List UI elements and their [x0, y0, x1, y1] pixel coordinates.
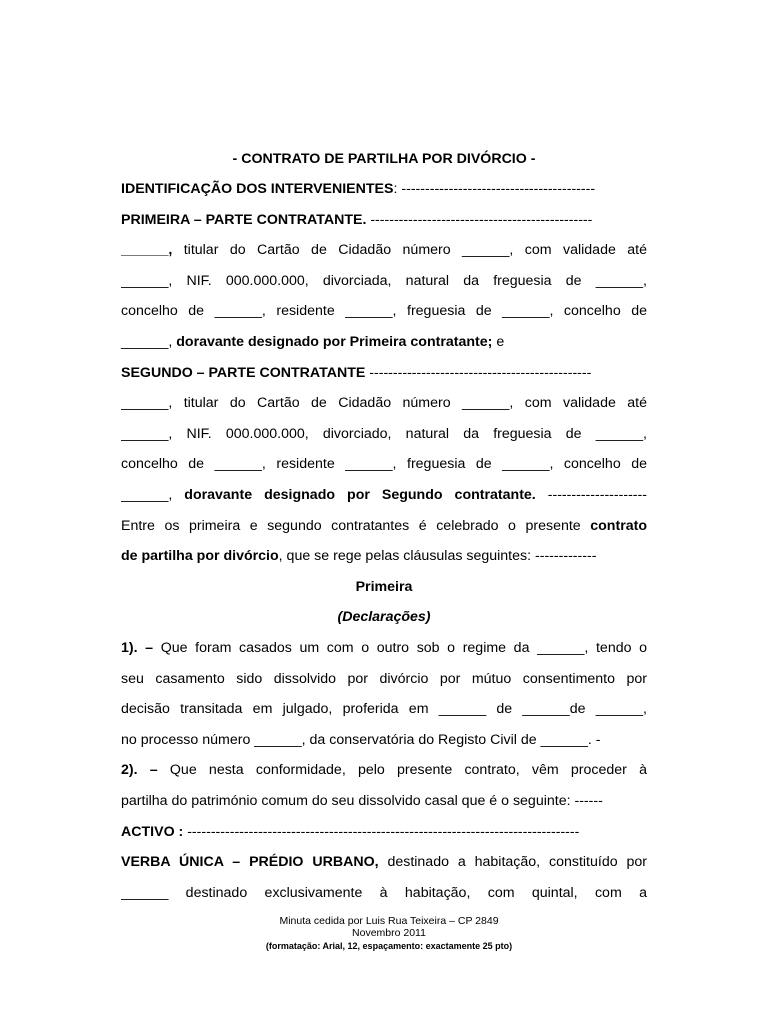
line-text: , que se rege pelas cláusulas seguintes: ------------- — [278, 548, 597, 565]
footer-date: Novembro 2011 — [352, 927, 426, 939]
line-text: --------------------- — [535, 487, 647, 503]
line-text: 1). – — [121, 640, 154, 656]
line-text: IDENTIFICAÇÃO DOS INTERVENIENTES — [121, 181, 394, 197]
document-line — [121, 823, 647, 841]
document-line — [121, 700, 647, 718]
line-text: decisão transitada em julgado, proferida em ______ de ______de ______, — [121, 701, 647, 718]
document-line — [121, 211, 647, 229]
document-line — [121, 394, 647, 412]
line-text: titular do Cartão de Cidadão número ______, com validade até — [172, 242, 647, 259]
line-text: PRIMEIRA – PARTE CONTRATANTE. — [121, 211, 367, 228]
line-text: ----------------------------------------------- — [365, 364, 592, 381]
line-text: VERBA ÚNICA – PRÉDIO URBANO, — [121, 854, 379, 871]
line-text: Que nesta conformidade, pelo presente contrato, vêm proceder à — [157, 762, 647, 779]
document-line — [121, 455, 647, 473]
line-text: : ----------------------------------------- — [393, 181, 596, 197]
document-line — [121, 792, 647, 810]
line-text: no processo número ______, da conservatória do Registo Civil de ______. - — [121, 731, 601, 748]
line-text: ______, NIF. 000.000.000, divorciada, natural da freguesia de ______, — [121, 272, 647, 289]
document-line — [121, 180, 647, 198]
document-line — [121, 333, 647, 351]
line-text: ______, — [121, 334, 177, 350]
footer-author: Minuta cedida por Luis Rua Teixeira – CP 2849 — [279, 915, 499, 927]
line-text: SEGUNDO – PARTE CONTRATANTE — [121, 364, 366, 381]
line-text: doravante designado por Primeira contratante; — [176, 334, 493, 350]
line-text: Que foram casados um com o outro sob o regime da ______, tendo o — [153, 640, 647, 656]
line-text: ______, NIF. 000.000.000, divorciado, natural da freguesia de ______, — [121, 425, 647, 442]
document-line — [121, 272, 647, 290]
document-line — [121, 425, 647, 443]
document-line — [121, 670, 647, 688]
line-text: ______, — [121, 487, 185, 503]
document-line — [121, 547, 647, 565]
footer-formatting-note: (formatação: Arial, 12, espaçamento: exactamente 25 pto) — [265, 941, 513, 951]
line-text: e — [492, 334, 505, 350]
document-line — [121, 608, 647, 626]
line-text: de partilha por divórcio — [121, 548, 279, 565]
document-line — [121, 517, 647, 535]
line-text: ______, — [121, 242, 173, 259]
line-text: destinado a habitação, constituído por — [378, 854, 647, 871]
line-text: concelho de ______, residente ______, freguesia de ______, concelho de — [121, 303, 647, 320]
line-text: ______, titular do Cartão de Cidadão número ______, com validade até — [121, 395, 647, 412]
document-line — [121, 884, 647, 902]
line-text: ----------------------------------------------------------------------------------- — [183, 823, 580, 840]
document-line — [121, 241, 647, 259]
line-text: ACTIVO : — [121, 823, 184, 840]
document-line — [121, 364, 647, 382]
line-text: 2). – — [121, 762, 158, 779]
document-line — [121, 639, 647, 657]
document-line — [121, 578, 647, 596]
line-text: ______ destinado exclusivamente à habitação, com quintal, com a — [121, 884, 647, 901]
line-text: (Declarações) — [337, 609, 431, 626]
line-text: seu casamento sido dissolvido por divórcio por mútuo consentimento por — [121, 670, 647, 687]
line-text: contrato — [590, 517, 647, 534]
line-text: ----------------------------------------------- — [366, 211, 593, 228]
document-line — [121, 731, 647, 749]
line-text: Primeira — [355, 578, 413, 595]
line-text: doravante designado por Segundo contratante. — [184, 487, 536, 503]
document-line — [121, 302, 647, 320]
line-text: partilha do património comum do seu dissolvido casal que é o seguinte: ------ — [121, 793, 603, 809]
document-line — [121, 761, 647, 779]
document-title: - CONTRATO DE PARTILHA POR DIVÓRCIO - — [232, 151, 536, 167]
line-text: Entre os primeira e segundo contratantes é celebrado o presente — [121, 517, 591, 534]
document-line — [121, 486, 647, 504]
line-text: concelho de ______, residente ______, freguesia de ______, concelho de — [121, 456, 647, 473]
document-line — [121, 853, 647, 871]
